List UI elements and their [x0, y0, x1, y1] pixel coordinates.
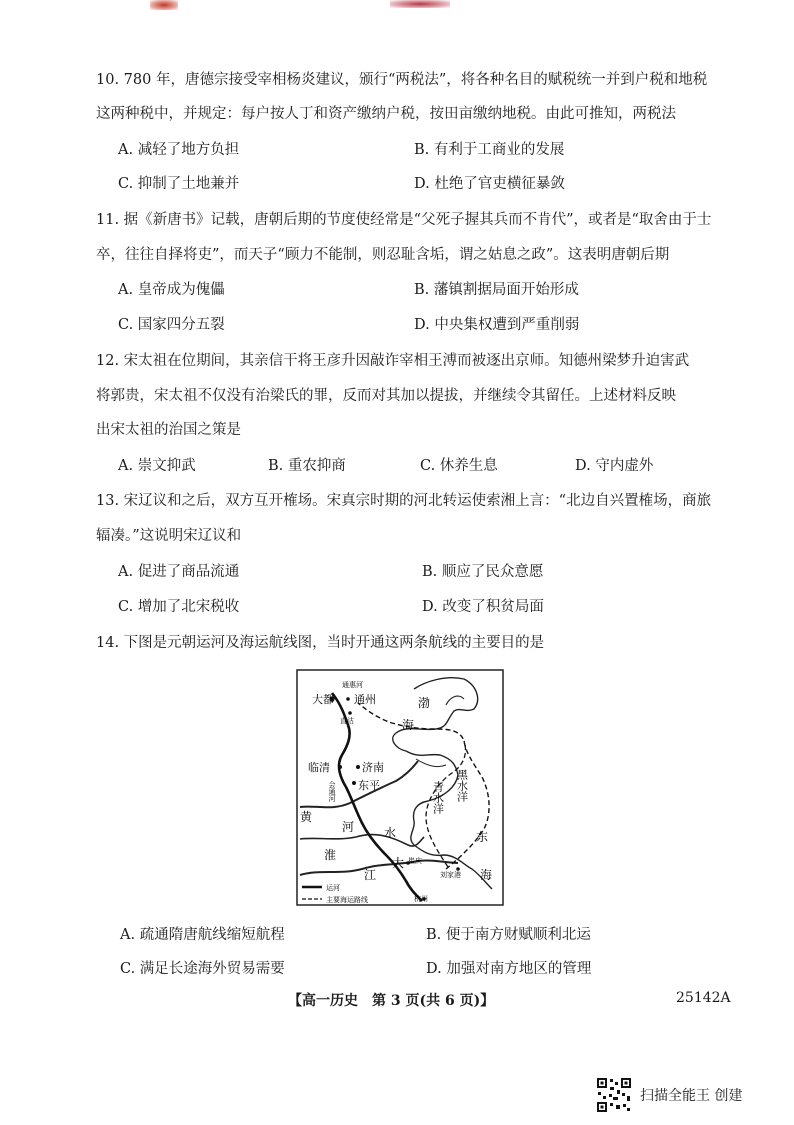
label-he: 河: [342, 820, 355, 834]
legend-canal-label: 运河: [326, 884, 340, 892]
scanner-watermark: 扫描全能王 创建: [640, 1088, 743, 1104]
q13-option-c: C. 增加了北宋税收: [118, 599, 240, 615]
q11-stem-line-2: 卒，往往自择将吏”，而天子“顾力不能制，则忍耻含垢，谓之姑息之政”。这表明唐朝后期: [96, 247, 670, 263]
q12-stem-line-3: 出宋太祖的治国之策是: [96, 422, 241, 438]
label-shui: 水: [384, 826, 397, 840]
q11-option-d: D. 中央集权遭到严重削弱: [414, 317, 580, 333]
label-huang: 黄: [300, 810, 313, 824]
q12-option-d: D. 守内虚外: [575, 458, 654, 474]
exam-code: 25142A: [676, 990, 731, 1006]
label-zhigu: 直沽: [340, 717, 354, 725]
q10-option-d: D. 杜绝了官吏横征暴敛: [414, 176, 565, 192]
yuan-canal-map: [296, 669, 504, 906]
label-hei-shui-yang: 黑水洋: [455, 769, 469, 802]
label-qing-shui-yang: 青水洋: [431, 781, 445, 814]
q11-stem-line-1: 11. 据《新唐书》记载，唐朝后期的节度使经常是“父死子握其兵而不肯代”，或者是“取舍由于士: [96, 212, 712, 228]
city-jinan-dot: [356, 765, 360, 769]
label-tongzhou: 通州: [354, 693, 376, 706]
label-tonghuihe: 通惠河: [342, 681, 363, 689]
q12-option-a: A. 崇文抑武: [118, 458, 196, 474]
qr-code-icon: [596, 1077, 632, 1113]
q14-stem-line-1: 14. 下图是元朝运河及海运航线图，当时开通这两条航线的主要目的是: [96, 635, 545, 651]
label-da: 大: [392, 856, 405, 870]
q13-option-d: D. 改变了积贫局面: [422, 599, 544, 615]
q12-option-b: B. 重农抑商: [268, 458, 346, 474]
q12-stem-line-2: 将郭贵，宋太祖不仅没有治梁氏的罪，反而对其加以提拔，并继续令其留任。上述材料反映: [96, 388, 676, 404]
q13-stem-line-1: 13. 宋辽议和之后，双方互开榷场。宋真宗时期的河北转运使索湘上言：“北边自兴置榷场，商旅: [96, 493, 712, 509]
label-hai-south: 海: [480, 868, 493, 882]
label-hangzhou: 杭州: [414, 895, 428, 903]
q10-option-a: A. 减轻了地方负担: [118, 142, 240, 158]
city-tongzhou-dot: [346, 697, 350, 701]
q14-option-b: B. 便于南方财赋顺利北运: [426, 927, 591, 943]
ink-smudge: [150, 0, 178, 10]
label-jiang: 江: [364, 868, 377, 882]
label-jinan: 济南: [362, 761, 384, 774]
label-yanqing: 崔庆: [408, 857, 422, 865]
q10-stem-line-1: 10. 780 年，唐德宗接受宰相杨炎建议，颁行“两税法”，将各种名目的赋税统一并到户税和地税: [96, 72, 708, 88]
city-dongping-dot: [352, 781, 356, 785]
q10-option-b: B. 有利于工商业的发展: [414, 142, 565, 158]
q13-stem-line-2: 辐凑。”这说明宋辽议和: [96, 528, 242, 544]
q10-stem-line-2: 这两种税中，并规定：每户按人丁和资产缴纳户税，按田亩缴纳地税。由此可推知，两税法: [96, 106, 676, 122]
city-zhigu-dot: [348, 711, 352, 715]
q14-option-a: A. 疏通隋唐航线缩短航程: [120, 927, 285, 943]
label-dongping: 东平: [358, 779, 380, 792]
city-linqing-dot: [338, 765, 342, 769]
q12-stem-line-1: 12. 宋太祖在位期间，其亲信干将王彦升因敲诈宰相王溥而被逐出京师。知德州梁梦升迫害武: [96, 353, 690, 369]
q14-option-d: D. 加强对南方地区的管理: [426, 961, 592, 977]
q11-option-b: B. 藩镇割据局面开始形成: [414, 282, 579, 298]
map-figure: [296, 669, 504, 906]
label-dadu: 大都: [312, 693, 334, 706]
q12-option-c: C. 休养生息: [420, 458, 498, 474]
q11-option-a: A. 皇帝成为傀儡: [118, 282, 225, 298]
label-linqing: 临清: [308, 761, 330, 774]
label-hai-north: 海: [402, 718, 415, 732]
q14-option-c: C. 满足长途海外贸易需要: [120, 961, 285, 977]
legend-sea-route-label: 主要海运路线: [326, 896, 368, 904]
q10-option-c: C. 抑制了土地兼并: [118, 176, 240, 192]
label-bo: 渤: [418, 696, 431, 710]
page-footer: 【高一历史 第 3 页(共 6 页)】: [288, 993, 495, 1009]
label-huitonghe: 会通河: [328, 781, 336, 802]
label-dong: 东: [476, 830, 489, 844]
q13-option-a: A. 促进了商品流通: [118, 564, 240, 580]
ink-smudge: [390, 0, 450, 8]
q11-option-c: C. 国家四分五裂: [118, 317, 225, 333]
label-huai: 淮: [324, 848, 337, 862]
label-liujiagang: 刘家港: [440, 871, 461, 879]
q13-option-b: B. 顺应了民众意愿: [422, 564, 544, 580]
